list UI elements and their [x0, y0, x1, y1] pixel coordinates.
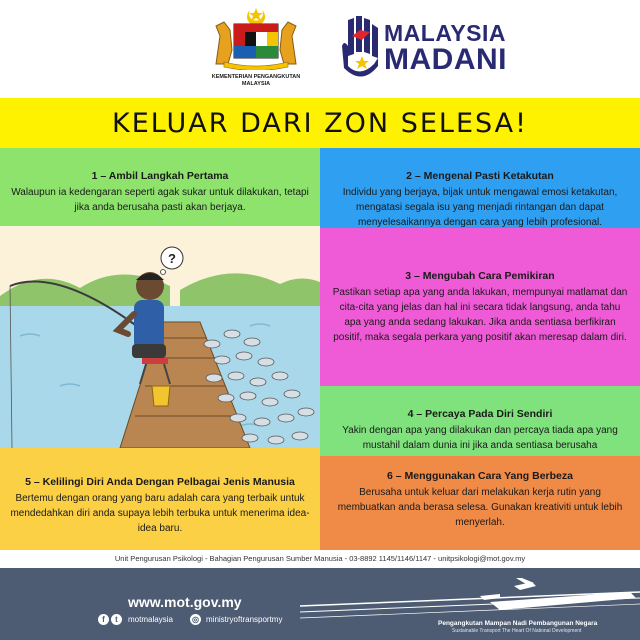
tip-body: Yakin dengan apa yang dilakukan dan percaya tiada apa yang mustahil dalam dunia ini jika anda sentiasa berusaha — [342, 425, 618, 451]
tip-heading: 5 – Kelilingi Diri Anda Dengan Pelbagai Jenis Manusia — [25, 476, 295, 488]
transport-graphic — [300, 574, 640, 624]
madani-hand-icon — [340, 16, 380, 78]
twitter-icon[interactable]: t — [111, 614, 122, 625]
tip-body: Walaupun ia kedengaran seperti agak sukar untuk dilakukan, tetapi jika anda berusaha pasti akan berjaya. — [11, 187, 309, 213]
title-band — [0, 98, 640, 148]
malaysia-madani-logo — [340, 16, 507, 78]
tip-panel-3 — [320, 228, 640, 386]
tip-heading: 6 – Menggunakan Cara Yang Berbeza — [387, 470, 573, 482]
tip-body: Berusaha untuk keluar dari melakukan kerja rutin yang membuatkan anda berasa selesa. Gunakan kreativiti untuk lebih menyerlah. — [337, 487, 623, 528]
ministry-slogan: Pengangkutan Mampan Nadi Pembangunan Negara — [438, 620, 598, 627]
tip-heading: 2 – Mengenal Pasti Ketakutan — [406, 170, 554, 182]
tip-panel-1 — [0, 148, 320, 226]
tip-heading: 1 – Ambil Langkah Pertama — [91, 170, 229, 182]
madani-logo-line1: MALAYSIA — [384, 20, 506, 46]
tip-panel-4 — [320, 386, 640, 456]
ministry-name: KEMENTERIAN PENGANGKUTAN MALAYSIA — [211, 74, 301, 87]
tip-panel-5 — [0, 448, 320, 550]
header — [0, 0, 640, 98]
ministry-slogan-english: Sustainable Transport The Heart Of National Development — [452, 628, 582, 634]
tip-body: Bertemu dengan orang yang baru adalah cara yang terbaik untuk mendedahkan diri anda supaya lebih terbuka untuk menerima idea-idea baru. — [10, 493, 310, 534]
social-handle-motmalaysia[interactable]: motmalaysia — [128, 615, 173, 624]
tip-heading: 3 – Mengubah Cara Pemikiran — [405, 270, 555, 282]
tip-panel-2 — [320, 148, 640, 228]
tip-body: Pastikan setiap apa yang anda lakukan, mempunyai matlamat dan cita-cita yang jelas dan hal ini secara tidak langsung, anda tahu apa yang anda sedang lakukan. Jika anda sentiasa berfikiran positif, maka segala perkara yang positif akan meresap dalam diri. — [332, 287, 628, 343]
question-mark: ? — [168, 251, 176, 266]
page-title: KELUAR DARI ZON SELESA! — [112, 108, 528, 139]
fishing-man-illustration — [0, 226, 320, 448]
ministry-crest-logo — [210, 6, 302, 70]
contact-bar — [0, 550, 640, 568]
footer — [0, 568, 640, 640]
facebook-icon[interactable]: f — [98, 614, 109, 625]
instagram-icon[interactable]: ◎ — [190, 614, 201, 625]
tip-panel-6 — [320, 456, 640, 550]
madani-logo-line2: MADANI — [384, 43, 507, 76]
social-handle-ministryoftransportmy[interactable]: ministryoftransportmy — [206, 615, 283, 624]
tip-heading: 4 – Percaya Pada Diri Sendiri — [407, 408, 553, 420]
website-link[interactable]: www.mot.gov.my — [128, 594, 242, 610]
contact-info: Unit Pengurusan Psikologi - Bahagian Pengurusan Sumber Manusia - 03-8892 1145/1146/1147 - unitpsikologi@mot.gov.my — [114, 554, 526, 563]
tip-body: Individu yang berjaya, bijak untuk mengawal emosi ketakutan, mengatasi segala isu yang menjadi rintangan dan dapat menyelesaikannya dengan cara yang lebih profesional. — [342, 187, 618, 228]
